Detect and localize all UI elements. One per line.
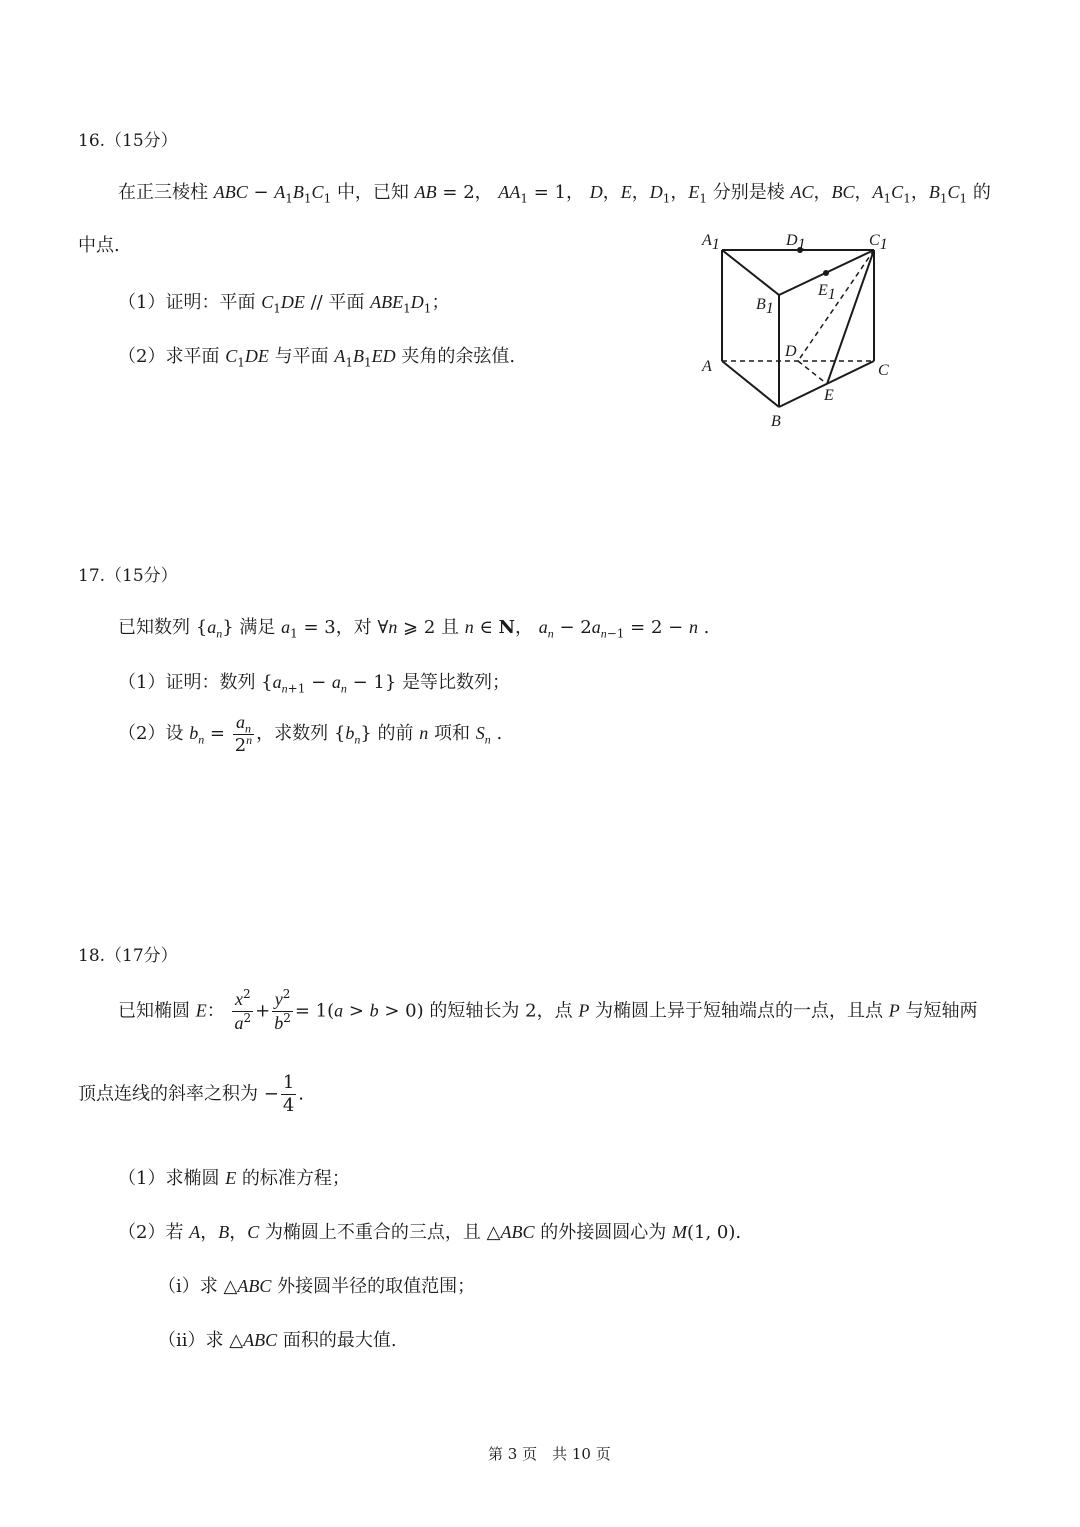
q18-part2: （2）若 A，B，C 为椭圆上不重合的三点，且 △ABC 的外接圆圆心为 M(1, 0).: [118, 1222, 742, 1243]
page-footer: 第 3 页 共 10 页: [488, 1445, 611, 1463]
label-c: C: [878, 362, 889, 379]
label-d: D: [785, 343, 797, 360]
label-b: B: [771, 413, 781, 430]
prism-figure: [690, 225, 905, 435]
q18-heading: 18.（17分）: [78, 946, 178, 966]
label-b1: B1: [756, 296, 774, 317]
label-e1: E1: [818, 282, 836, 303]
label-a: A: [702, 358, 712, 375]
edge-ab: [722, 361, 779, 407]
edge-de-hidden: [798, 361, 827, 384]
label-e: E: [824, 387, 834, 404]
q17-part2: （2）设 $b_n$ = $\frac{a_n}{2^n}$ ，求数列 $\{b_n\}$ 的前 n 项和 $S_n$ .: [118, 712, 503, 756]
q18-part2-ii: （ii）求 △ABC 面积的最大值.: [158, 1330, 397, 1351]
point-e1: [823, 270, 829, 276]
q16-part1: （1）证明：平面 $C_1DE$ // 平面 $ABE_1D_1$；: [118, 292, 450, 316]
q17-heading: 17.（15分）: [78, 566, 178, 586]
q16-heading: 16.（15分）: [78, 131, 178, 151]
q18-stem-line1: 已知椭圆 E： $\frac{x^2}{a^2}$ + $\frac{y^2}{b^2}$ = 1(a > b > 0) 的短轴长为 2，点 P 为椭圆上异于短轴端点的一点，且点 P 与短轴两: [118, 987, 978, 1033]
q18-stem-line2: 顶点连线的斜率之积为 − $\frac{1}{4}$ .: [78, 1072, 304, 1116]
label-c1: C1: [869, 232, 888, 253]
q18-part1: （1）求椭圆 E 的标准方程；: [118, 1168, 350, 1189]
q17-stem: 已知数列 $\{a_n\}$ 满足 $a_1 = 3$，对 ∀n ⩾ 2 且 n ∈ N， $a_n - 2a_{n-1} = 2 - n$ .: [118, 617, 710, 641]
q16-part2: （2）求平面 $C_1DE$ 与平面 $A_1B_1ED$ 夹角的余弦值.: [118, 346, 516, 370]
edge-c1d-hidden: [798, 250, 874, 361]
q16-stem-line1: 在正三棱柱 ABC − $A_1B_1C_1$ 中，已知 AB = 2， $AA_1 = 1$， D，E，$D_1$，$E_1$ 分别是棱 AC，BC，$A_1C_1$，$B_1C_1$ 的: [118, 182, 991, 206]
edge-a1b1: [722, 250, 779, 295]
q16-stem-line2: 中点.: [78, 235, 120, 256]
fraction-an-over-2n: $\frac{a_n}{2^n}$: [234, 712, 253, 756]
q18-part2-i: （i）求 △ABC 外接圆半径的取值范围；: [158, 1276, 476, 1297]
label-d1: D1: [786, 232, 806, 253]
label-a1: A1: [702, 232, 720, 253]
q17-part1: （1）证明：数列 $\{a_{n+1} - a_n - 1\}$ 是等比数列；: [118, 672, 511, 696]
